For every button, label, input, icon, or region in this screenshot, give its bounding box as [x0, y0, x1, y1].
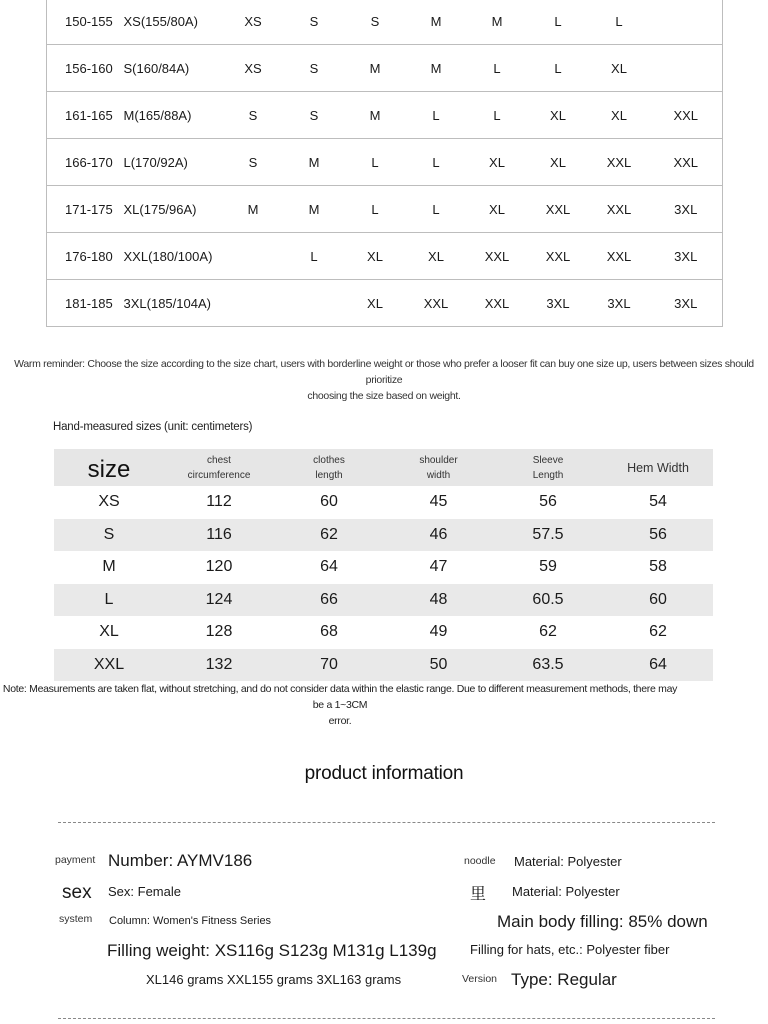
size-recommendation: XXL	[589, 186, 650, 233]
size-recommendation: L	[589, 0, 650, 45]
size-recommendation: 3XL	[650, 233, 723, 280]
size-chart-row	[47, 233, 723, 280]
measured-row	[54, 519, 713, 552]
divider-bottom	[58, 1018, 715, 1019]
product-information-title: product information	[304, 763, 464, 784]
size-recommendation: XXL	[650, 92, 723, 139]
size-chart-row	[47, 186, 723, 233]
size-recommendation	[223, 233, 284, 280]
product-type: Type: Regular	[511, 970, 617, 989]
filling-weight-line2: XL146 grams XXL155 grams 3XL163 grams	[146, 972, 402, 987]
size-recommendation: L	[467, 45, 528, 92]
product-number: Number: AYMV186	[108, 851, 253, 870]
header-chest-line2: circumference	[187, 469, 251, 481]
size-recommendation: XXL	[650, 139, 723, 186]
size-recommendation: M	[345, 45, 406, 92]
size-chart-row	[47, 45, 723, 92]
measured-length: 66	[274, 584, 384, 617]
size-recommendation: L	[406, 186, 467, 233]
measured-sleeve: 62	[539, 623, 557, 641]
measured-row	[54, 649, 713, 682]
size-label: XL(175/96A)	[120, 186, 223, 233]
size-recommendation: 3XL	[589, 280, 650, 327]
measured-size: M	[102, 558, 116, 576]
size-chart-row	[47, 280, 723, 327]
measured-sleeve: 60.5	[493, 584, 603, 617]
size-recommendation: 3XL	[650, 280, 723, 327]
size-recommendation: XL	[345, 233, 406, 280]
measured-row	[54, 584, 713, 617]
measured-chest: 132	[164, 649, 274, 682]
lining-label: 里	[470, 886, 487, 903]
size-recommendation: XXL	[467, 233, 528, 280]
height-range: 176-180	[47, 233, 120, 280]
size-label: XS(155/80A)	[120, 0, 223, 45]
header-clothes-length	[274, 449, 384, 486]
measured-sleeve: 59	[539, 558, 557, 576]
size-chart-row	[47, 92, 723, 139]
size-recommendation: XS	[223, 45, 284, 92]
measured-sleeve: 57.5	[493, 519, 603, 552]
size-label: XXL(180/100A)	[120, 233, 223, 280]
size-recommendation: S	[284, 0, 345, 45]
size-recommendation: L	[528, 45, 589, 92]
size-recommendation	[284, 280, 345, 327]
measured-length: 64	[320, 558, 338, 576]
material-lining: Material: Polyester	[512, 884, 620, 899]
measured-size: XS	[98, 493, 120, 511]
size-recommendation: XXL	[406, 280, 467, 327]
size-recommendation: S	[284, 45, 345, 92]
measured-hem: 54	[649, 493, 667, 511]
size-recommendation: M	[284, 186, 345, 233]
measured-hem: 58	[649, 558, 667, 576]
warm-reminder-line2: choosing the size based on weight.	[307, 390, 461, 402]
size-recommendation: M	[223, 186, 284, 233]
height-range: 161-165	[47, 92, 120, 139]
measurement-note	[0, 681, 680, 729]
size-recommendation: 3XL	[650, 186, 723, 233]
size-recommendation: S	[223, 92, 284, 139]
header-shoulder-line1: shoulder	[419, 454, 458, 466]
size-label: 3XL(185/104A)	[120, 280, 223, 327]
size-label: L(170/92A)	[120, 139, 223, 186]
divider-top	[58, 822, 715, 823]
size-recommendation: XL	[589, 45, 650, 92]
measured-row	[54, 616, 713, 649]
measured-shoulder: 47	[429, 558, 448, 576]
measured-row	[54, 551, 713, 584]
measurement-note-line1: Note: Measurements are taken flat, without stretching, and do not consider data within the elastic range. Due to different measurement methods, there may be a 1~3CM	[2, 683, 678, 711]
measured-length: 60	[320, 493, 338, 511]
measured-size-table	[54, 449, 713, 681]
size-recommendation: M	[345, 92, 406, 139]
measured-shoulder: 46	[384, 519, 493, 552]
noodle-label: noodle	[464, 855, 496, 867]
size-recommendation: XXL	[528, 186, 589, 233]
measured-header-row	[54, 449, 713, 486]
header-size: size	[54, 449, 164, 486]
size-recommendation: XXL	[467, 280, 528, 327]
size-recommendation: XL	[528, 139, 589, 186]
size-recommendation: L	[528, 0, 589, 45]
measured-chest: 120	[205, 558, 233, 576]
measured-hem: 62	[649, 623, 667, 641]
size-chart-table	[46, 0, 723, 327]
size-recommendation: S	[284, 92, 345, 139]
measured-sleeve: 63.5	[493, 649, 603, 682]
measured-hem: 56	[603, 519, 713, 552]
hat-filling: Filling for hats, etc.: Polyester fiber	[470, 942, 670, 957]
size-recommendation: XXL	[528, 233, 589, 280]
measured-shoulder: 49	[429, 623, 448, 641]
size-recommendation: L	[406, 92, 467, 139]
size-recommendation: XXL	[589, 139, 650, 186]
size-recommendation: M	[284, 139, 345, 186]
height-range: 150-155	[47, 0, 120, 45]
material-outer: Material: Polyester	[514, 854, 622, 869]
size-recommendation: XL	[467, 139, 528, 186]
measured-size: XXL	[54, 649, 164, 682]
header-length-line1: clothes	[313, 454, 345, 466]
size-recommendation: XS	[223, 0, 284, 45]
measured-size: L	[54, 584, 164, 617]
sex-label: sex	[62, 882, 92, 903]
size-label: M(165/88A)	[120, 92, 223, 139]
size-recommendation	[650, 0, 723, 45]
size-recommendation: XL	[345, 280, 406, 327]
size-recommendation: S	[223, 139, 284, 186]
header-length-line2: length	[315, 469, 343, 481]
size-recommendation: XL	[406, 233, 467, 280]
version-label: Version	[462, 973, 498, 985]
main-body-filling: Main body filling: 85% down	[497, 912, 708, 931]
size-recommendation: XL	[528, 92, 589, 139]
measurement-note-line2: error.	[328, 715, 352, 727]
measured-row	[54, 486, 713, 519]
product-sex: Sex: Female	[108, 884, 181, 899]
size-chart-row	[47, 0, 723, 45]
size-recommendation	[223, 280, 284, 327]
measured-table-title: Hand-measured sizes (unit: centimeters)	[53, 421, 253, 433]
size-recommendation: M	[406, 0, 467, 45]
header-hem-width: Hem Width	[603, 449, 713, 486]
filling-weight-line1: Filling weight: XS116g S123g M131g L139g	[107, 941, 437, 960]
size-recommendation: XL	[589, 92, 650, 139]
size-recommendation: S	[345, 0, 406, 45]
height-range: 181-185	[47, 280, 120, 327]
measured-chest: 112	[206, 493, 232, 511]
header-shoulder-line2: width	[426, 469, 451, 481]
size-recommendation	[650, 45, 723, 92]
size-recommendation: XXL	[589, 233, 650, 280]
system-label: system	[59, 913, 93, 925]
height-range: 166-170	[47, 139, 120, 186]
size-recommendation: XL	[467, 186, 528, 233]
header-sleeve-line2: Length	[532, 469, 564, 481]
measured-hem: 64	[603, 649, 713, 682]
measured-shoulder: 50	[384, 649, 493, 682]
measured-shoulder: 48	[384, 584, 493, 617]
measured-chest: 124	[164, 584, 274, 617]
size-recommendation: M	[467, 0, 528, 45]
size-recommendation: L	[345, 139, 406, 186]
measured-hem: 60	[603, 584, 713, 617]
size-label: S(160/84A)	[120, 45, 223, 92]
size-recommendation: 3XL	[528, 280, 589, 327]
size-chart-row	[47, 139, 723, 186]
warm-reminder	[10, 356, 758, 404]
measured-shoulder: 45	[429, 493, 448, 511]
measured-length: 62	[274, 519, 384, 552]
measured-size: XL	[99, 623, 119, 641]
header-chest	[164, 449, 274, 486]
size-recommendation: L	[467, 92, 528, 139]
height-range: 171-175	[47, 186, 120, 233]
product-column: Column: Women's Fitness Series	[109, 915, 272, 927]
measured-chest: 116	[164, 519, 274, 552]
measured-chest: 128	[205, 623, 233, 641]
size-recommendation: L	[406, 139, 467, 186]
header-chest-line1: chest	[207, 454, 231, 466]
size-recommendation: L	[345, 186, 406, 233]
height-range: 156-160	[47, 45, 120, 92]
header-sleeve-line1: Sleeve	[532, 454, 564, 466]
warm-reminder-line1: Warm reminder: Choose the size according to the size chart, users with borderline weight or those who prefer a looser fit can buy one size up, users between sizes should prioritize	[14, 358, 754, 386]
size-recommendation: L	[284, 233, 345, 280]
header-shoulder-width	[384, 449, 493, 486]
size-recommendation: M	[406, 45, 467, 92]
measured-length: 70	[274, 649, 384, 682]
measured-length: 68	[320, 623, 338, 641]
measured-size: S	[54, 519, 164, 552]
payment-label: payment	[55, 854, 96, 866]
header-sleeve-length	[493, 449, 603, 486]
measured-sleeve: 56	[539, 493, 557, 511]
